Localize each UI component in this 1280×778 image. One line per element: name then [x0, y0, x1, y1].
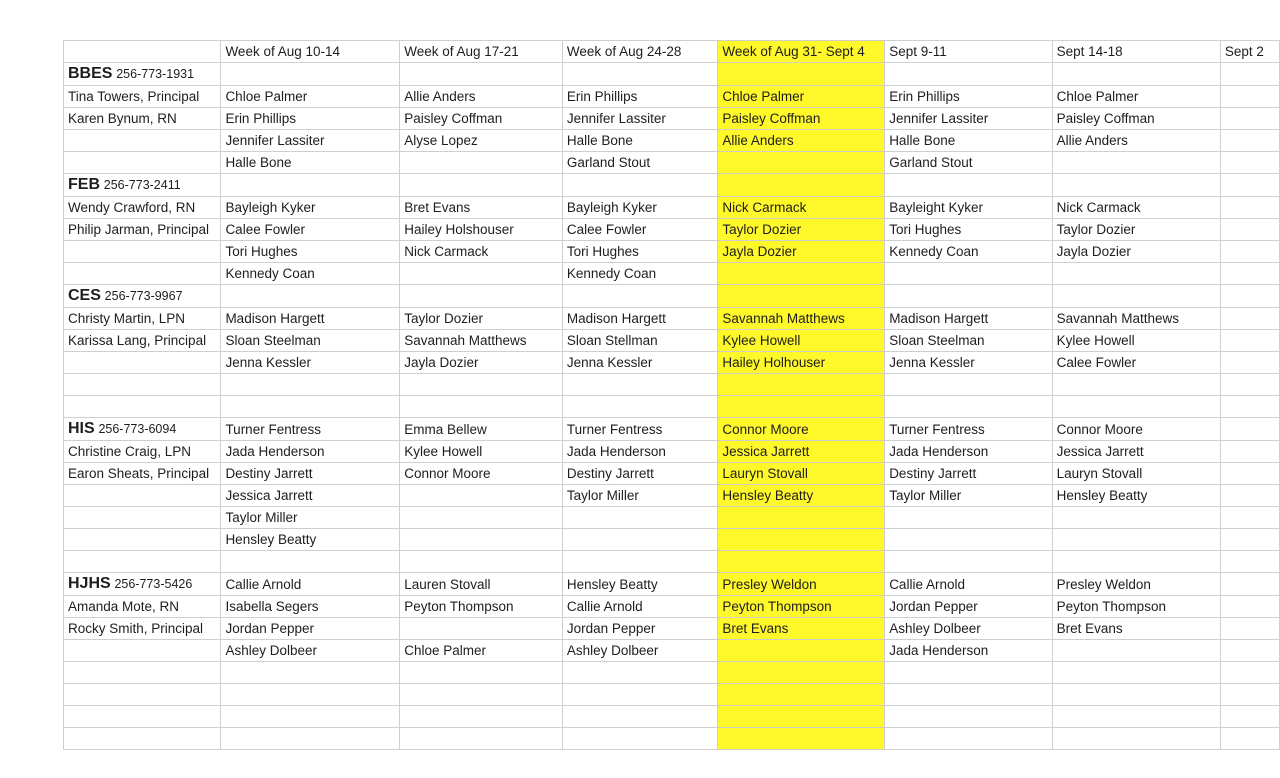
header-cell[interactable]: Sept 2 — [1220, 41, 1279, 63]
name-cell[interactable]: Halle Bone — [221, 152, 400, 174]
table-row — [64, 219, 1280, 241]
name-cell[interactable]: Jenna Kessler — [885, 352, 1052, 374]
name-cell[interactable]: Bayleigh Kyker — [221, 197, 400, 219]
table-row — [64, 197, 1280, 219]
name-cell[interactable] — [1220, 197, 1279, 219]
name-cell[interactable]: Tori Hughes — [562, 241, 718, 263]
school-name: BBES — [68, 65, 113, 82]
school-row — [64, 418, 1280, 441]
staff-cell[interactable] — [64, 352, 221, 374]
name-cell[interactable]: Kylee Howell — [1052, 330, 1220, 352]
name-cell[interactable]: Madison Hargett — [221, 308, 400, 330]
name-cell[interactable] — [1052, 285, 1220, 308]
name-cell[interactable]: Taylor Dozier — [718, 219, 885, 241]
name-cell[interactable]: Ashley Dolbeer — [562, 640, 718, 662]
name-cell[interactable] — [718, 263, 885, 285]
name-cell[interactable] — [562, 728, 718, 750]
name-cell[interactable] — [1052, 374, 1220, 396]
staff-cell[interactable] — [64, 706, 221, 728]
name-cell[interactable]: Peyton Thompson — [1052, 596, 1220, 618]
name-cell[interactable] — [221, 396, 400, 418]
name-cell[interactable] — [1220, 441, 1279, 463]
name-cell[interactable] — [1220, 485, 1279, 507]
name-cell[interactable]: Chloe Palmer — [1052, 86, 1220, 108]
staff-cell[interactable]: Karissa Lang, Principal — [64, 330, 221, 352]
table-row — [64, 152, 1280, 174]
name-cell[interactable] — [1052, 728, 1220, 750]
name-cell[interactable]: Halle Bone — [885, 130, 1052, 152]
name-cell[interactable]: Ashley Dolbeer — [221, 640, 400, 662]
name-cell[interactable] — [1220, 308, 1279, 330]
name-cell[interactable] — [1220, 551, 1279, 573]
name-cell[interactable] — [400, 174, 563, 197]
name-cell[interactable]: Jada Henderson — [885, 640, 1052, 662]
name-cell[interactable]: Bayleigh Kyker — [562, 197, 718, 219]
name-cell[interactable] — [1052, 174, 1220, 197]
name-cell[interactable] — [562, 529, 718, 551]
name-cell[interactable] — [718, 529, 885, 551]
name-cell[interactable] — [1220, 330, 1279, 352]
name-cell[interactable] — [885, 285, 1052, 308]
name-cell[interactable] — [885, 374, 1052, 396]
name-cell[interactable] — [400, 485, 563, 507]
name-cell[interactable] — [400, 662, 563, 684]
header-cell[interactable]: Week of Aug 24-28 — [562, 41, 718, 63]
name-cell[interactable]: Presley Weldon — [1052, 573, 1220, 596]
name-cell[interactable]: Jordan Pepper — [221, 618, 400, 640]
name-cell[interactable] — [221, 662, 400, 684]
name-cell[interactable]: Callie Arnold — [221, 573, 400, 596]
name-cell[interactable] — [1220, 640, 1279, 662]
name-cell[interactable]: Garland Stout — [562, 152, 718, 174]
name-cell[interactable] — [885, 529, 1052, 551]
staff-cell[interactable] — [64, 640, 221, 662]
name-cell[interactable]: Connor Moore — [400, 463, 563, 485]
name-cell[interactable] — [1220, 374, 1279, 396]
header-cell[interactable]: Sept 9-11 — [885, 41, 1052, 63]
name-cell[interactable]: Nick Carmack — [400, 241, 563, 263]
staff-cell[interactable] — [64, 728, 221, 750]
name-cell[interactable] — [1220, 63, 1279, 86]
name-cell[interactable]: Jessica Jarrett — [1052, 441, 1220, 463]
name-cell[interactable] — [1052, 706, 1220, 728]
table-row — [64, 241, 1280, 263]
table-row — [64, 485, 1280, 507]
name-cell[interactable]: Erin Phillips — [885, 86, 1052, 108]
name-cell[interactable]: Jayla Dozier — [718, 241, 885, 263]
school-phone: 256-773-1931 — [116, 67, 195, 81]
name-cell[interactable]: Jennifer Lassiter — [562, 108, 718, 130]
name-cell[interactable]: Peyton Thompson — [400, 596, 563, 618]
school-phone: 256-773-6094 — [98, 422, 177, 436]
name-cell[interactable] — [718, 551, 885, 573]
name-cell[interactable]: Jada Henderson — [221, 441, 400, 463]
name-cell[interactable] — [1220, 241, 1279, 263]
name-cell[interactable]: Connor Moore — [718, 418, 885, 441]
name-cell[interactable]: Garland Stout — [885, 152, 1052, 174]
name-cell[interactable]: Jada Henderson — [562, 441, 718, 463]
table-row — [64, 507, 1280, 529]
name-cell[interactable]: Taylor Miller — [221, 507, 400, 529]
name-cell[interactable]: Taylor Miller — [562, 485, 718, 507]
table-row — [64, 618, 1280, 640]
school-cell[interactable] — [64, 418, 221, 441]
name-cell[interactable] — [1220, 706, 1279, 728]
name-cell[interactable] — [1220, 529, 1279, 551]
name-cell[interactable] — [1220, 130, 1279, 152]
name-cell[interactable] — [1220, 396, 1279, 418]
name-cell[interactable] — [1052, 396, 1220, 418]
name-cell[interactable]: Hensley Beatty — [562, 573, 718, 596]
name-cell[interactable] — [718, 507, 885, 529]
schedule-table — [63, 40, 1280, 750]
name-cell[interactable] — [1220, 219, 1279, 241]
name-cell[interactable]: Savannah Matthews — [400, 330, 563, 352]
header-cell[interactable]: Sept 14-18 — [1052, 41, 1220, 63]
name-cell[interactable] — [1220, 463, 1279, 485]
table-row — [64, 596, 1280, 618]
staff-cell[interactable]: Wendy Crawford, RN — [64, 197, 221, 219]
name-cell[interactable] — [718, 728, 885, 750]
staff-cell[interactable]: Karen Bynum, RN — [64, 108, 221, 130]
staff-cell[interactable] — [64, 529, 221, 551]
name-cell[interactable]: Kennedy Coan — [221, 263, 400, 285]
name-cell[interactable] — [1220, 573, 1279, 596]
name-cell[interactable]: Destiny Jarrett — [885, 463, 1052, 485]
name-cell[interactable]: Kylee Howell — [718, 330, 885, 352]
school-row — [64, 573, 1280, 596]
name-cell[interactable] — [1220, 152, 1279, 174]
name-cell[interactable]: Paisley Coffman — [1052, 108, 1220, 130]
name-cell[interactable] — [885, 507, 1052, 529]
staff-cell[interactable]: Christy Martin, LPN — [64, 308, 221, 330]
school-phone: 256-773-2411 — [103, 178, 181, 192]
name-cell[interactable]: Sloan Steelman — [885, 330, 1052, 352]
name-cell[interactable]: Chloe Palmer — [400, 640, 563, 662]
name-cell[interactable] — [400, 374, 563, 396]
name-cell[interactable]: Peyton Thompson — [718, 596, 885, 618]
name-cell[interactable]: Calee Fowler — [221, 219, 400, 241]
name-cell[interactable]: Callie Arnold — [562, 596, 718, 618]
school-name: FEB — [68, 176, 100, 193]
name-cell[interactable] — [1220, 684, 1279, 706]
table-row — [64, 706, 1280, 728]
name-cell[interactable]: Allie Anders — [400, 86, 563, 108]
school-name: CES — [68, 287, 101, 304]
name-cell[interactable] — [1220, 507, 1279, 529]
name-cell[interactable] — [400, 684, 563, 706]
name-cell[interactable]: Chloe Palmer — [221, 86, 400, 108]
name-cell[interactable] — [1220, 285, 1279, 308]
name-cell[interactable]: Hailey Holhouser — [718, 352, 885, 374]
name-cell[interactable] — [1052, 507, 1220, 529]
name-cell[interactable]: Tori Hughes — [221, 241, 400, 263]
table-row — [64, 728, 1280, 750]
table-row — [64, 308, 1280, 330]
name-cell[interactable] — [885, 174, 1052, 197]
name-cell[interactable] — [718, 396, 885, 418]
table-row — [64, 551, 1280, 573]
name-cell[interactable] — [400, 728, 563, 750]
name-cell[interactable] — [1220, 352, 1279, 374]
name-cell[interactable]: Erin Phillips — [562, 86, 718, 108]
name-cell[interactable] — [1052, 63, 1220, 86]
name-cell[interactable] — [718, 63, 885, 86]
school-row — [64, 174, 1280, 197]
name-cell[interactable] — [400, 618, 563, 640]
name-cell[interactable] — [718, 640, 885, 662]
name-cell[interactable]: Jordan Pepper — [562, 618, 718, 640]
name-cell[interactable]: Halle Bone — [562, 130, 718, 152]
school-phone: 256-773-9967 — [104, 289, 183, 303]
name-cell[interactable]: Savannah Matthews — [1052, 308, 1220, 330]
name-cell[interactable] — [400, 263, 563, 285]
school-name: HJHS — [68, 575, 111, 592]
name-cell[interactable]: Madison Hargett — [885, 308, 1052, 330]
name-cell[interactable] — [1220, 174, 1279, 197]
name-cell[interactable]: Calee Fowler — [562, 219, 718, 241]
name-cell[interactable] — [1220, 728, 1279, 750]
name-cell[interactable] — [400, 152, 563, 174]
name-cell[interactable] — [885, 396, 1052, 418]
school-cell[interactable] — [64, 573, 221, 596]
table-row — [64, 352, 1280, 374]
name-cell[interactable]: Lauryn Stovall — [1052, 463, 1220, 485]
name-cell[interactable] — [1052, 152, 1220, 174]
school-cell[interactable] — [64, 285, 221, 308]
staff-cell[interactable] — [64, 551, 221, 573]
table-row — [64, 263, 1280, 285]
staff-cell[interactable]: Christine Craig, LPN — [64, 441, 221, 463]
name-cell[interactable]: Destiny Jarrett — [221, 463, 400, 485]
name-cell[interactable]: Ashley Dolbeer — [885, 618, 1052, 640]
name-cell[interactable]: Paisley Coffman — [400, 108, 563, 130]
name-cell[interactable] — [885, 728, 1052, 750]
name-cell[interactable] — [221, 63, 400, 86]
name-cell[interactable]: Emma Bellew — [400, 418, 563, 441]
name-cell[interactable]: Jada Henderson — [885, 441, 1052, 463]
table-row — [64, 374, 1280, 396]
name-cell[interactable] — [1052, 263, 1220, 285]
school-cell[interactable] — [64, 63, 221, 86]
name-cell[interactable]: Jessica Jarrett — [718, 441, 885, 463]
name-cell[interactable]: Turner Fentress — [221, 418, 400, 441]
school-cell[interactable] — [64, 174, 221, 197]
name-cell[interactable] — [885, 706, 1052, 728]
table-row — [64, 684, 1280, 706]
name-cell[interactable]: Turner Fentress — [885, 418, 1052, 441]
name-cell[interactable]: Hensley Beatty — [1052, 485, 1220, 507]
staff-cell[interactable] — [64, 130, 221, 152]
name-cell[interactable] — [718, 174, 885, 197]
name-cell[interactable]: Calee Fowler — [1052, 352, 1220, 374]
name-cell[interactable] — [718, 684, 885, 706]
name-cell[interactable] — [400, 285, 563, 308]
staff-cell[interactable] — [64, 662, 221, 684]
name-cell[interactable] — [1052, 640, 1220, 662]
school-row — [64, 63, 1280, 86]
name-cell[interactable] — [718, 662, 885, 684]
table-row — [64, 108, 1280, 130]
name-cell[interactable]: Alyse Lopez — [400, 130, 563, 152]
name-cell[interactable]: Callie Arnold — [885, 573, 1052, 596]
name-cell[interactable]: Presley Weldon — [718, 573, 885, 596]
name-cell[interactable] — [400, 706, 563, 728]
name-cell[interactable] — [718, 374, 885, 396]
name-cell[interactable] — [562, 63, 718, 86]
name-cell[interactable] — [400, 396, 563, 418]
name-cell[interactable]: Jordan Pepper — [885, 596, 1052, 618]
table-row — [64, 662, 1280, 684]
name-cell[interactable] — [221, 728, 400, 750]
name-cell[interactable]: Sloan Stellman — [562, 330, 718, 352]
name-cell[interactable] — [221, 706, 400, 728]
name-cell[interactable] — [562, 662, 718, 684]
name-cell[interactable]: Bayleight Kyker — [885, 197, 1052, 219]
staff-cell[interactable]: Amanda Mote, RN — [64, 596, 221, 618]
name-cell[interactable]: Savannah Matthews — [718, 308, 885, 330]
name-cell[interactable]: Hensley Beatty — [221, 529, 400, 551]
name-cell[interactable] — [885, 551, 1052, 573]
name-cell[interactable]: Taylor Dozier — [1052, 219, 1220, 241]
name-cell[interactable]: Lauryn Stovall — [718, 463, 885, 485]
table-row — [64, 463, 1280, 485]
name-cell[interactable] — [221, 285, 400, 308]
name-cell[interactable] — [221, 374, 400, 396]
name-cell[interactable] — [1220, 618, 1279, 640]
name-cell[interactable]: Destiny Jarrett — [562, 463, 718, 485]
name-cell[interactable] — [562, 374, 718, 396]
table-row — [64, 86, 1280, 108]
table-row — [64, 640, 1280, 662]
name-cell[interactable]: Bret Evans — [1052, 618, 1220, 640]
name-cell[interactable]: Sloan Steelman — [221, 330, 400, 352]
name-cell[interactable] — [400, 507, 563, 529]
name-cell[interactable] — [1052, 684, 1220, 706]
name-cell[interactable] — [718, 706, 885, 728]
staff-cell[interactable] — [64, 507, 221, 529]
name-cell[interactable]: Nick Carmack — [1052, 197, 1220, 219]
name-cell[interactable]: Connor Moore — [1052, 418, 1220, 441]
name-cell[interactable]: Jennifer Lassiter — [885, 108, 1052, 130]
name-cell[interactable]: Jayla Dozier — [1052, 241, 1220, 263]
name-cell[interactable]: Taylor Dozier — [400, 308, 563, 330]
school-name: HIS — [68, 420, 95, 437]
name-cell[interactable]: Allie Anders — [1052, 130, 1220, 152]
name-cell[interactable] — [718, 285, 885, 308]
name-cell[interactable] — [562, 507, 718, 529]
name-cell[interactable]: Nick Carmack — [718, 197, 885, 219]
name-cell[interactable] — [221, 174, 400, 197]
name-cell[interactable]: Jessica Jarrett — [221, 485, 400, 507]
name-cell[interactable] — [718, 152, 885, 174]
name-cell[interactable]: Bret Evans — [718, 618, 885, 640]
name-cell[interactable]: Kennedy Coan — [562, 263, 718, 285]
name-cell[interactable] — [400, 63, 563, 86]
staff-cell[interactable]: Rocky Smith, Principal — [64, 618, 221, 640]
name-cell[interactable] — [221, 684, 400, 706]
school-phone: 256-773-5426 — [114, 577, 193, 591]
name-cell[interactable] — [221, 551, 400, 573]
school-row — [64, 285, 1280, 308]
name-cell[interactable]: Jenna Kessler — [221, 352, 400, 374]
name-cell[interactable]: Jennifer Lassiter — [221, 130, 400, 152]
header-cell[interactable]: Week of Aug 31- Sept 4 — [718, 41, 885, 63]
name-cell[interactable] — [562, 285, 718, 308]
name-cell[interactable]: Kylee Howell — [400, 441, 563, 463]
staff-cell[interactable] — [64, 396, 221, 418]
header-row — [64, 41, 1280, 63]
name-cell[interactable] — [885, 662, 1052, 684]
name-cell[interactable] — [1220, 108, 1279, 130]
name-cell[interactable] — [1220, 418, 1279, 441]
name-cell[interactable]: Chloe Palmer — [718, 86, 885, 108]
name-cell[interactable]: Isabella Segers — [221, 596, 400, 618]
table-row — [64, 396, 1280, 418]
staff-cell[interactable] — [64, 263, 221, 285]
header-cell[interactable] — [64, 41, 221, 63]
name-cell[interactable] — [885, 263, 1052, 285]
name-cell[interactable]: Paisley Coffman — [718, 108, 885, 130]
header-cell[interactable]: Week of Aug 10-14 — [221, 41, 400, 63]
staff-cell[interactable] — [64, 684, 221, 706]
table-row — [64, 330, 1280, 352]
name-cell[interactable] — [1220, 662, 1279, 684]
name-cell[interactable] — [562, 174, 718, 197]
staff-cell[interactable] — [64, 241, 221, 263]
name-cell[interactable] — [885, 684, 1052, 706]
name-cell[interactable] — [400, 529, 563, 551]
name-cell[interactable] — [885, 63, 1052, 86]
name-cell[interactable] — [1052, 551, 1220, 573]
staff-cell[interactable]: Philip Jarman, Principal — [64, 219, 221, 241]
name-cell[interactable] — [562, 396, 718, 418]
name-cell[interactable]: Taylor Miller — [885, 485, 1052, 507]
name-cell[interactable]: Allie Anders — [718, 130, 885, 152]
staff-cell[interactable]: Tina Towers, Principal — [64, 86, 221, 108]
name-cell[interactable] — [1220, 263, 1279, 285]
name-cell[interactable] — [1220, 596, 1279, 618]
header-cell[interactable]: Week of Aug 17-21 — [400, 41, 563, 63]
name-cell[interactable]: Jayla Dozier — [400, 352, 563, 374]
name-cell[interactable]: Erin Phillips — [221, 108, 400, 130]
table-row — [64, 529, 1280, 551]
name-cell[interactable] — [400, 551, 563, 573]
name-cell[interactable] — [562, 684, 718, 706]
name-cell[interactable] — [1052, 529, 1220, 551]
name-cell[interactable] — [562, 551, 718, 573]
name-cell[interactable]: Jenna Kessler — [562, 352, 718, 374]
staff-cell[interactable]: Earon Sheats, Principal — [64, 463, 221, 485]
name-cell[interactable]: Madison Hargett — [562, 308, 718, 330]
name-cell[interactable]: Turner Fentress — [562, 418, 718, 441]
name-cell[interactable]: Bret Evans — [400, 197, 563, 219]
name-cell[interactable] — [1052, 662, 1220, 684]
name-cell[interactable] — [562, 706, 718, 728]
name-cell[interactable]: Hensley Beatty — [718, 485, 885, 507]
name-cell[interactable]: Lauren Stovall — [400, 573, 563, 596]
table-row — [64, 130, 1280, 152]
name-cell[interactable]: Hailey Holshouser — [400, 219, 563, 241]
name-cell[interactable]: Tori Hughes — [885, 219, 1052, 241]
staff-cell[interactable] — [64, 152, 221, 174]
name-cell[interactable] — [1220, 86, 1279, 108]
table-row — [64, 441, 1280, 463]
staff-cell[interactable] — [64, 485, 221, 507]
staff-cell[interactable] — [64, 374, 221, 396]
name-cell[interactable]: Kennedy Coan — [885, 241, 1052, 263]
